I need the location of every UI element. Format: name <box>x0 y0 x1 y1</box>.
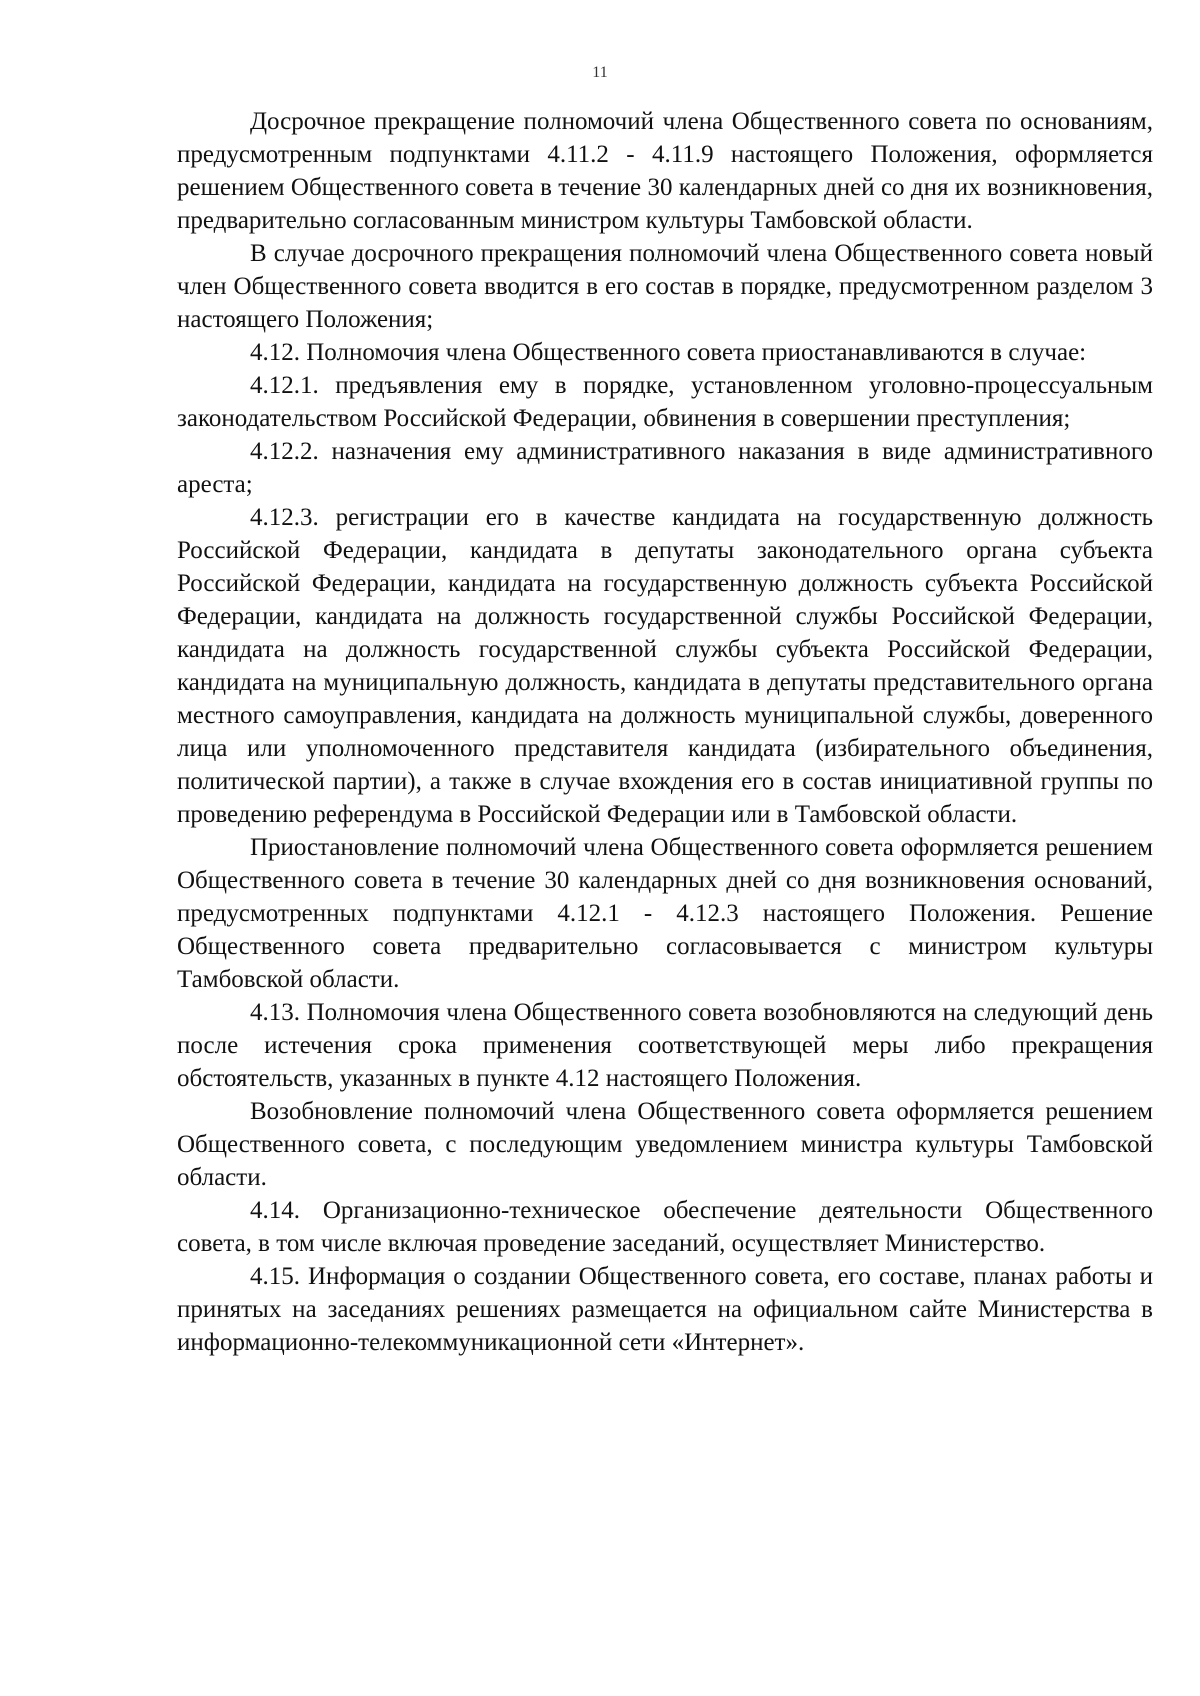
paragraph-4-14: 4.14. Организационно-техническое обеспечение деятельности Общественного совета, в том числе включая проведение заседаний, осуществляет Министерство. <box>177 1197 1153 1257</box>
paragraph-4-12: 4.12. Полномочия члена Общественного совета приостанавливаются в случае: <box>250 339 1087 366</box>
paragraph-suspension: Приостановление полномочий члена Общественного совета оформляется решением Общественного совета в течение 30 календарных дней со дня возникновения оснований, предусмотренных подпунктами 4.12.1 - 4.12.3 настоящего Положения. Решение Общественного совета предварительно согласовывается с министром культуры Тамбовской области. <box>177 834 1153 993</box>
paragraph-4-12-1: 4.12.1. предъявления ему в порядке, установленном уголовно-процессуальным законодательством Российской Федерации, обвинения в совершении преступления; <box>177 372 1153 432</box>
paragraph-4-15: 4.15. Информация о создании Общественного совета, его составе, планах работы и принятых на заседаниях решениях размещается на официальном сайте Министерства в информационно-телекоммуникационной сети «Интернет». <box>177 1263 1153 1356</box>
document-body <box>177 105 1153 1359</box>
paragraph-early-termination: Досрочное прекращение полномочий члена Общественного совета по основаниям, предусмотренным подпунктами 4.11.2 - 4.11.9 настоящего Положения, оформляется решением Общественного совета в течение 30 календарных дней со дня их возникновения, предварительно согласованным министром культуры Тамбовской области. <box>177 108 1153 234</box>
paragraph-4-13: 4.13. Полномочия члена Общественного совета возобновляются на следующий день после истечения срока применения соответствующей меры либо прекращения обстоятельств, указанных в пункте 4.12 настоящего Положения. <box>177 999 1153 1092</box>
paragraph-4-12-3: 4.12.3. регистрации его в качестве кандидата на государственную должность Российской Федерации, кандидата в депутаты законодательного органа субъекта Российской Федерации, кандидата на государственную должность субъекта Российской Федерации, кандидата на должность государственной службы Российской Федерации, кандидата на должность государственной службы субъекта Российской Федерации, кандидата на муниципальную должность, кандидата в депутаты представительного органа местного самоуправления, кандидата на должность муниципальной службы, доверенного лица или уполномоченного представителя кандидата (избирательного объединения, политической партии), а также в случае вхождения его в состав инициативной группы по проведению референдума в Российской Федерации или в Тамбовской области. <box>177 504 1153 828</box>
paragraph-resumption: Возобновление полномочий члена Общественного совета оформляется решением Общественного совета, с последующим уведомлением министра культуры Тамбовской области. <box>177 1098 1153 1191</box>
paragraph-4-12-2: 4.12.2. назначения ему административного наказания в виде административного ареста; <box>177 438 1153 498</box>
page-number: 11 <box>592 64 608 81</box>
paragraph-new-member: В случае досрочного прекращения полномочий члена Общественного совета новый член Общественного совета вводится в его состав в порядке, предусмотренном разделом 3 настоящего Положения; <box>177 240 1153 333</box>
